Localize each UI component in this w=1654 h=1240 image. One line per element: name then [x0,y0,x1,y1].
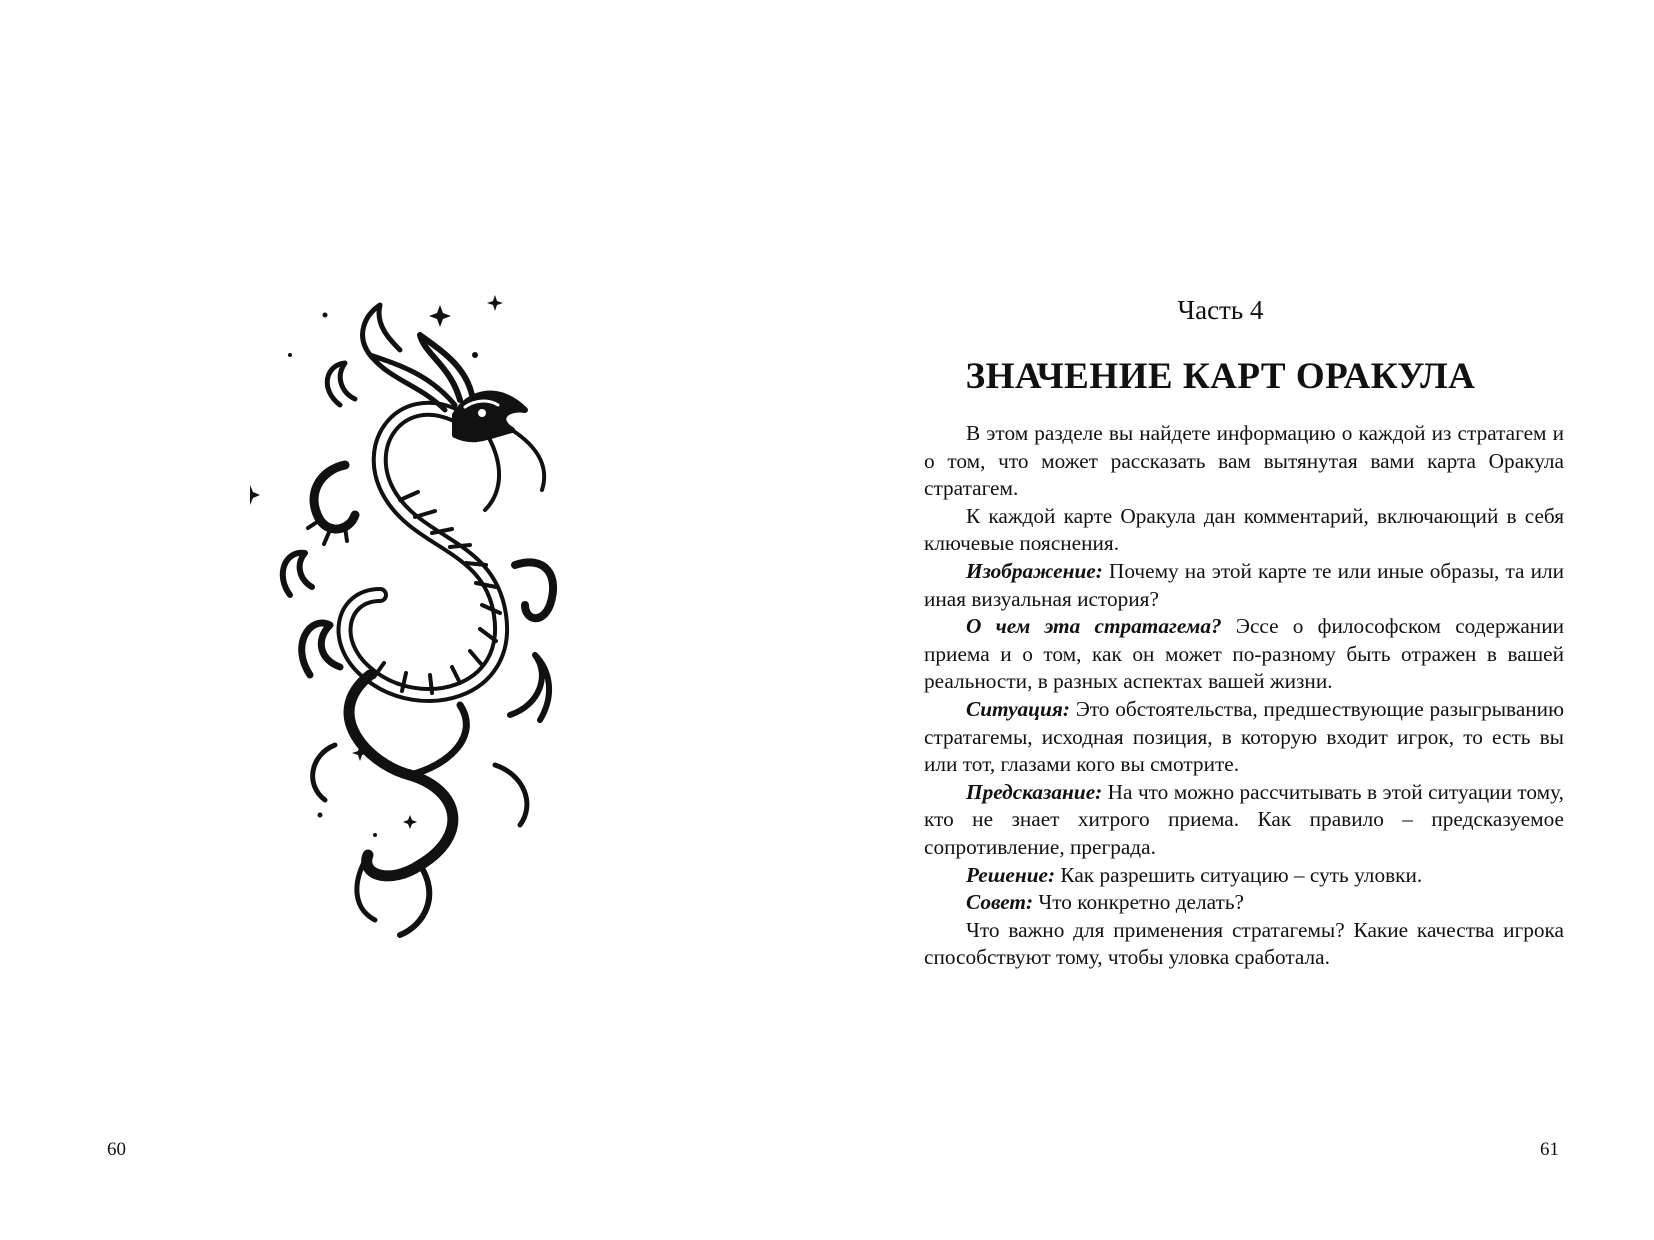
paragraph [924,613,1564,696]
paragraph [924,889,1564,917]
paragraph [924,420,1564,503]
page-number: 60 [107,1139,126,1160]
paragraph-text: Что конкретно делать? [1033,890,1244,915]
paragraph-term: Предсказание: [966,779,1103,804]
dragon-drawing [250,295,600,945]
paragraph [924,558,1564,613]
paragraph-term: Изображение: [966,558,1103,583]
paragraph-term: Решение: [966,862,1056,887]
part-label: Часть 4 [1177,295,1264,325]
paragraph-text: К каждой карте Оракула дан комментарий, включающий в себя ключевые пояснения. [924,503,1564,556]
paragraph-text: Это обстоятельства, предшествующие разыгрыванию стратагемы, исходная позиция, в которую входит игрок, то есть вы или тот, глазами кого вы смотрите. [924,696,1564,777]
paragraph-text: Эссе о философском содержании приема и о том, как он может по-разному быть отражен в вашей реальности, в разных аспектах вашей жизни. [924,614,1564,694]
paragraph-term: Ситуация: [966,696,1070,721]
chapter-title: ЗНАЧЕНИЕ КАРТ ОРАКУЛА [965,356,1476,397]
paragraph [924,862,1564,890]
right-page [827,0,1654,1240]
paragraph [924,696,1564,779]
dragon-illustration [250,295,600,945]
paragraph-term: О чем эта стратагема? [966,614,1222,639]
page-number: 61 [1540,1139,1559,1160]
paragraph [924,917,1564,972]
paragraph-text: В этом разделе вы найдете информацию о каждой из стратагем и о том, что может рассказать вам вытянутая вами карта Оракула стратагем. [924,421,1564,501]
paragraph-text: Что важно для применения стратагемы? Какие качества игрока способствуют тому, чтобы уловка сработала. [924,917,1564,970]
paragraph-term: Совет: [966,890,1034,915]
paragraph [924,779,1564,862]
paragraph-text: На что можно рассчитывать в этой ситуации тому, кто не знает хитрого приема. Как правило – предсказуемое сопротивление, преграда. [924,779,1564,859]
body-text [924,420,1564,972]
paragraph-text: Как разрешить ситуацию – суть уловки. [1055,862,1423,887]
paragraph [924,503,1564,558]
paragraph-text: Почему на этой карте те или иные образы, та или иная визуальная история? [924,558,1564,611]
